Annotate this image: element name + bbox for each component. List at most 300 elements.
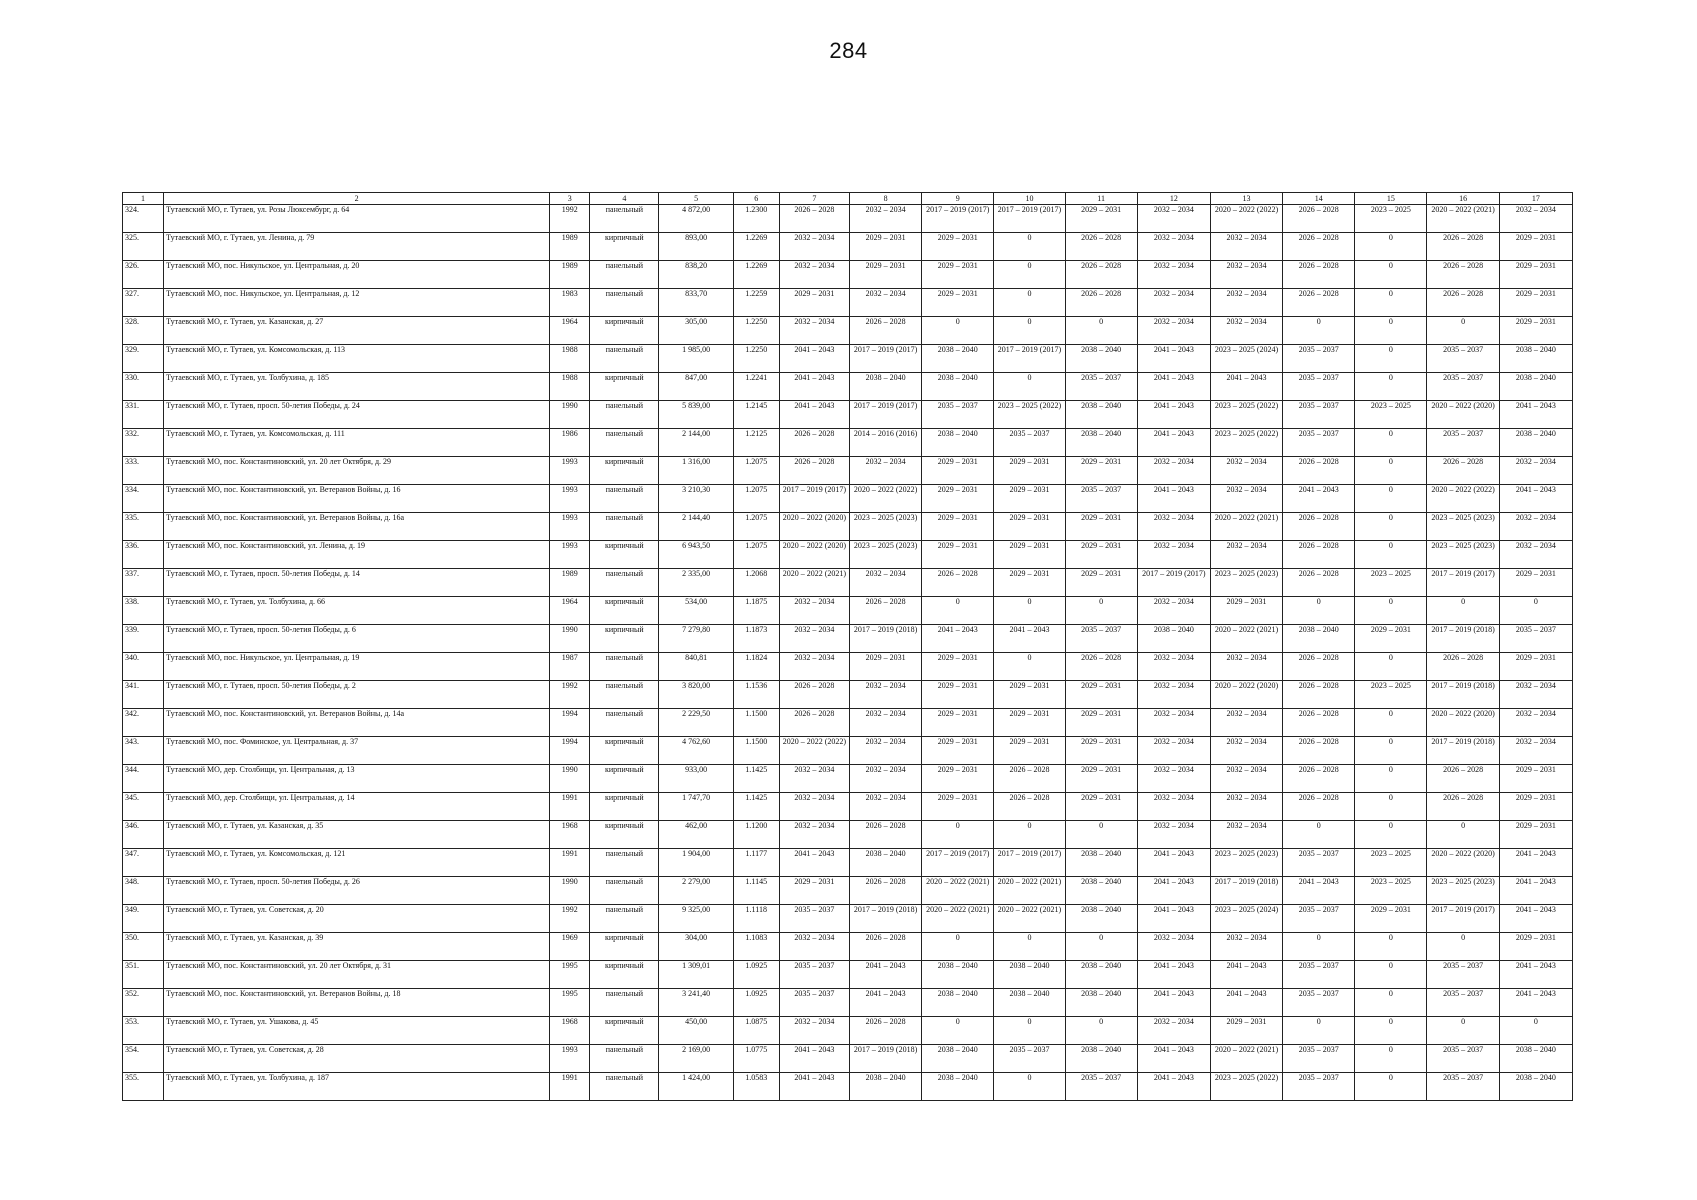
table-cell: 2017 – 2019 (2018) bbox=[849, 625, 921, 653]
table-cell: 1 985,00 bbox=[659, 345, 733, 373]
table-cell: 2029 – 2031 bbox=[922, 765, 994, 793]
table-cell: 0 bbox=[1065, 317, 1137, 345]
table-cell: 3 210,30 bbox=[659, 485, 733, 513]
table-cell: 2020 – 2022 (2021) bbox=[922, 877, 994, 905]
table-row bbox=[123, 737, 1573, 765]
table-cell: 2026 – 2028 bbox=[994, 793, 1065, 821]
table-cell: 2032 – 2034 bbox=[1499, 737, 1572, 765]
table-cell: 2029 – 2031 bbox=[1499, 317, 1572, 345]
table-cell: 2038 – 2040 bbox=[1499, 429, 1572, 457]
table-cell: 0 bbox=[1355, 513, 1427, 541]
table-cell: 0 bbox=[994, 653, 1065, 681]
table-cell: 1.1425 bbox=[733, 793, 779, 821]
table-cell: 0 bbox=[1283, 317, 1355, 345]
table-cell: 2038 – 2040 bbox=[994, 961, 1065, 989]
table-cell: 2029 – 2031 bbox=[922, 681, 994, 709]
address-cell: Тутаевский МО, пос. Никульское, ул. Центральная, д. 19 bbox=[164, 653, 550, 681]
table-cell: 2041 – 2043 bbox=[1499, 849, 1572, 877]
table-cell: 2041 – 2043 bbox=[1137, 1045, 1210, 1073]
row-number-cell: 341. bbox=[123, 681, 164, 709]
table-cell: 2035 – 2037 bbox=[1283, 429, 1355, 457]
column-header: 11 bbox=[1065, 193, 1137, 205]
table-cell: 2023 – 2025 (2022) bbox=[1210, 401, 1282, 429]
table-cell: 1991 bbox=[550, 793, 590, 821]
table-cell: 0 bbox=[1355, 233, 1427, 261]
table-cell: 2035 – 2037 bbox=[1283, 905, 1355, 933]
row-number-cell: 343. bbox=[123, 737, 164, 765]
table-cell: 2020 – 2022 (2020) bbox=[779, 541, 849, 569]
table-cell: 2038 – 2040 bbox=[922, 1045, 994, 1073]
table-cell: 1.1500 bbox=[733, 709, 779, 737]
table-cell: 2032 – 2034 bbox=[1210, 457, 1282, 485]
table-cell: 1.2075 bbox=[733, 513, 779, 541]
table-cell: 0 bbox=[1355, 961, 1427, 989]
table-cell: 2038 – 2040 bbox=[1065, 849, 1137, 877]
table-cell: 2029 – 2031 bbox=[1065, 541, 1137, 569]
table-cell: 1987 bbox=[550, 653, 590, 681]
table-cell: 462,00 bbox=[659, 821, 733, 849]
address-cell: Тутаевский МО, дер. Столбищи, ул. Центральная, д. 13 bbox=[164, 765, 550, 793]
table-cell: 2038 – 2040 bbox=[1065, 429, 1137, 457]
table-cell: кирпичный bbox=[590, 737, 659, 765]
table-cell: 2026 – 2028 bbox=[1283, 653, 1355, 681]
table-row bbox=[123, 261, 1573, 289]
table-cell: панельный bbox=[590, 569, 659, 597]
table-cell: 0 bbox=[1427, 933, 1499, 961]
table-cell: 2029 – 2031 bbox=[922, 457, 994, 485]
table-cell: 2032 – 2034 bbox=[1499, 457, 1572, 485]
table-cell: 0 bbox=[1427, 597, 1499, 625]
table-cell: 2 169,00 bbox=[659, 1045, 733, 1073]
table-cell: 2029 – 2031 bbox=[1499, 933, 1572, 961]
table-cell: 1.2125 bbox=[733, 429, 779, 457]
row-number-cell: 348. bbox=[123, 877, 164, 905]
table-cell: 2026 – 2028 bbox=[1427, 457, 1499, 485]
table-cell: 2041 – 2043 bbox=[1499, 401, 1572, 429]
table-cell: 2020 – 2022 (2022) bbox=[779, 737, 849, 765]
table-cell: 2032 – 2034 bbox=[1137, 737, 1210, 765]
table-cell: 0 bbox=[1355, 429, 1427, 457]
table-cell: 0 bbox=[1355, 821, 1427, 849]
table-cell: 2032 – 2034 bbox=[849, 681, 921, 709]
table-cell: 2029 – 2031 bbox=[1210, 597, 1282, 625]
column-header: 14 bbox=[1283, 193, 1355, 205]
table-cell: 2 144,40 bbox=[659, 513, 733, 541]
table-row bbox=[123, 1017, 1573, 1045]
table-cell: 2032 – 2034 bbox=[1137, 681, 1210, 709]
table-cell: 2035 – 2037 bbox=[994, 429, 1065, 457]
table-cell: 1964 bbox=[550, 317, 590, 345]
table-cell: 2023 – 2025 (2023) bbox=[1427, 877, 1499, 905]
table-cell: 1.0875 bbox=[733, 1017, 779, 1045]
table-cell: 2041 – 2043 bbox=[1137, 961, 1210, 989]
table-cell: 0 bbox=[1355, 597, 1427, 625]
address-cell: Тутаевский МО, г. Тутаев, ул. Ушакова, д. 45 bbox=[164, 1017, 550, 1045]
table-cell: 0 bbox=[1355, 1045, 1427, 1073]
table-cell: 2026 – 2028 bbox=[1427, 289, 1499, 317]
table-cell: 2020 – 2022 (2022) bbox=[1210, 205, 1282, 233]
table-cell: 2029 – 2031 bbox=[1499, 261, 1572, 289]
table-cell: 2035 – 2037 bbox=[994, 1045, 1065, 1073]
row-number-cell: 340. bbox=[123, 653, 164, 681]
table-cell: 2032 – 2034 bbox=[1210, 541, 1282, 569]
table-cell: 2029 – 2031 bbox=[994, 457, 1065, 485]
table-cell: 2017 – 2019 (2017) bbox=[1427, 905, 1499, 933]
table-cell: панельный bbox=[590, 905, 659, 933]
row-number-cell: 332. bbox=[123, 429, 164, 457]
table-cell: 0 bbox=[1355, 541, 1427, 569]
table-cell: 2029 – 2031 bbox=[779, 877, 849, 905]
table-row bbox=[123, 541, 1573, 569]
table-cell: 2029 – 2031 bbox=[922, 233, 994, 261]
table-cell: кирпичный bbox=[590, 961, 659, 989]
table-cell: 2029 – 2031 bbox=[922, 513, 994, 541]
table-cell: 2032 – 2034 bbox=[1137, 457, 1210, 485]
table-cell: 2026 – 2028 bbox=[1427, 765, 1499, 793]
table-cell: 2038 – 2040 bbox=[922, 373, 994, 401]
table-cell: 2041 – 2043 bbox=[1137, 989, 1210, 1017]
table-cell: 2026 – 2028 bbox=[1283, 289, 1355, 317]
table-cell: 2032 – 2034 bbox=[849, 793, 921, 821]
table-cell: 0 bbox=[1065, 597, 1137, 625]
table-cell: 1969 bbox=[550, 933, 590, 961]
table-cell: 2023 – 2025 (2023) bbox=[1210, 849, 1282, 877]
table-row bbox=[123, 877, 1573, 905]
table-row bbox=[123, 457, 1573, 485]
table-cell: 0 bbox=[1427, 317, 1499, 345]
table-cell: панельный bbox=[590, 989, 659, 1017]
row-number-cell: 349. bbox=[123, 905, 164, 933]
table-cell: 2029 – 2031 bbox=[849, 653, 921, 681]
address-cell: Тутаевский МО, пос. Константиновский, ул. 20 лет Октября, д. 31 bbox=[164, 961, 550, 989]
table-cell: 0 bbox=[1355, 373, 1427, 401]
table-cell: 4 872,00 bbox=[659, 205, 733, 233]
table-cell: панельный bbox=[590, 653, 659, 681]
table-cell: 1989 bbox=[550, 569, 590, 597]
row-number-cell: 338. bbox=[123, 597, 164, 625]
table-cell: 1988 bbox=[550, 373, 590, 401]
table-cell: 1.1083 bbox=[733, 933, 779, 961]
table-cell: 2029 – 2031 bbox=[922, 261, 994, 289]
table-cell: 1990 bbox=[550, 877, 590, 905]
row-number-cell: 328. bbox=[123, 317, 164, 345]
table-cell: 1986 bbox=[550, 429, 590, 457]
table-cell: 1.2145 bbox=[733, 401, 779, 429]
table-cell: 2032 – 2034 bbox=[1137, 597, 1210, 625]
table-cell: 0 bbox=[1355, 289, 1427, 317]
table-cell: 2026 – 2028 bbox=[779, 709, 849, 737]
table-cell: 2032 – 2034 bbox=[1499, 513, 1572, 541]
table-cell: 0 bbox=[994, 233, 1065, 261]
table-cell: 2029 – 2031 bbox=[922, 289, 994, 317]
table-cell: кирпичный bbox=[590, 373, 659, 401]
table-cell: 1.1824 bbox=[733, 653, 779, 681]
table-cell: 0 bbox=[1065, 933, 1137, 961]
table-cell: 2029 – 2031 bbox=[994, 709, 1065, 737]
table-cell: 2032 – 2034 bbox=[1137, 541, 1210, 569]
table-cell: 7 279,80 bbox=[659, 625, 733, 653]
table-cell: 2041 – 2043 bbox=[1210, 989, 1282, 1017]
table-row bbox=[123, 513, 1573, 541]
table-cell: 2035 – 2037 bbox=[1427, 345, 1499, 373]
table-cell: 1994 bbox=[550, 709, 590, 737]
table-cell: 2032 – 2034 bbox=[1210, 289, 1282, 317]
table-cell: 2017 – 2019 (2018) bbox=[849, 905, 921, 933]
table-cell: панельный bbox=[590, 513, 659, 541]
table-cell: 2029 – 2031 bbox=[922, 485, 994, 513]
table-cell: 0 bbox=[1355, 737, 1427, 765]
table-cell: 2032 – 2034 bbox=[779, 597, 849, 625]
table-cell: 2026 – 2028 bbox=[1283, 205, 1355, 233]
table-cell: 2035 – 2037 bbox=[1427, 989, 1499, 1017]
row-number-cell: 351. bbox=[123, 961, 164, 989]
table-cell: 2035 – 2037 bbox=[1283, 849, 1355, 877]
table-cell: 2032 – 2034 bbox=[1210, 709, 1282, 737]
table-cell: 2017 – 2019 (2017) bbox=[994, 849, 1065, 877]
table-cell: 2032 – 2034 bbox=[1499, 681, 1572, 709]
table-cell: 1993 bbox=[550, 513, 590, 541]
table-cell: 304,00 bbox=[659, 933, 733, 961]
table-cell: 2020 – 2022 (2020) bbox=[1210, 681, 1282, 709]
table-cell: 1.0925 bbox=[733, 989, 779, 1017]
table-cell: 2032 – 2034 bbox=[1137, 233, 1210, 261]
table-cell: 2032 – 2034 bbox=[1210, 317, 1282, 345]
column-header: 13 bbox=[1210, 193, 1282, 205]
table-cell: 2041 – 2043 bbox=[1499, 989, 1572, 1017]
table-cell: 0 bbox=[1427, 1017, 1499, 1045]
table-cell: 0 bbox=[994, 1017, 1065, 1045]
address-cell: Тутаевский МО, г. Тутаев, ул. Комсомольская, д. 111 bbox=[164, 429, 550, 457]
table-cell: 2038 – 2040 bbox=[1065, 877, 1137, 905]
table-cell: 0 bbox=[922, 317, 994, 345]
table-row bbox=[123, 989, 1573, 1017]
row-number-cell: 352. bbox=[123, 989, 164, 1017]
table-cell: 2020 – 2022 (2022) bbox=[1427, 485, 1499, 513]
table-cell: 2035 – 2037 bbox=[1283, 401, 1355, 429]
table-cell: 2020 – 2022 (2021) bbox=[994, 877, 1065, 905]
table-row bbox=[123, 205, 1573, 233]
table-cell: 1.1177 bbox=[733, 849, 779, 877]
table-cell: 2041 – 2043 bbox=[779, 849, 849, 877]
table-cell: 2023 – 2025 (2023) bbox=[1427, 513, 1499, 541]
table-cell: 2041 – 2043 bbox=[1210, 961, 1282, 989]
table-cell: 1.2075 bbox=[733, 485, 779, 513]
table-cell: 2035 – 2037 bbox=[1283, 345, 1355, 373]
table-cell: 2032 – 2034 bbox=[1499, 205, 1572, 233]
table-cell: 2032 – 2034 bbox=[1210, 765, 1282, 793]
table-cell: 0 bbox=[922, 933, 994, 961]
table-row bbox=[123, 681, 1573, 709]
table-cell: 2029 – 2031 bbox=[1210, 1017, 1282, 1045]
table-cell: 2032 – 2034 bbox=[1137, 765, 1210, 793]
table-cell: 1.2250 bbox=[733, 345, 779, 373]
row-number-cell: 335. bbox=[123, 513, 164, 541]
table-cell: 2020 – 2022 (2020) bbox=[779, 513, 849, 541]
table-cell: 2032 – 2034 bbox=[1137, 1017, 1210, 1045]
table-cell: 1 904,00 bbox=[659, 849, 733, 877]
table-cell: 2038 – 2040 bbox=[922, 961, 994, 989]
table-cell: 2041 – 2043 bbox=[1283, 485, 1355, 513]
table-cell: 2029 – 2031 bbox=[922, 541, 994, 569]
table-row bbox=[123, 289, 1573, 317]
table-cell: 2023 – 2025 bbox=[1355, 401, 1427, 429]
table-cell: 2 335,00 bbox=[659, 569, 733, 597]
table-cell: 2020 – 2022 (2020) bbox=[1427, 849, 1499, 877]
row-number-cell: 355. bbox=[123, 1073, 164, 1101]
row-number-cell: 325. bbox=[123, 233, 164, 261]
table-cell: 2032 – 2034 bbox=[1137, 289, 1210, 317]
table-cell: 1.1118 bbox=[733, 905, 779, 933]
address-cell: Тутаевский МО, г. Тутаев, ул. Советская, д. 28 bbox=[164, 1045, 550, 1073]
table-cell: 933,00 bbox=[659, 765, 733, 793]
table-cell: 847,00 bbox=[659, 373, 733, 401]
address-cell: Тутаевский МО, г. Тутаев, ул. Советская, д. 20 bbox=[164, 905, 550, 933]
table-cell: кирпичный bbox=[590, 793, 659, 821]
table-cell: 1.2068 bbox=[733, 569, 779, 597]
address-cell: Тутаевский МО, пос. Фоминское, ул. Центральная, д. 37 bbox=[164, 737, 550, 765]
row-number-cell: 331. bbox=[123, 401, 164, 429]
address-cell: Тутаевский МО, пос. Никульское, ул. Центральная, д. 12 bbox=[164, 289, 550, 317]
table-cell: 0 bbox=[1355, 345, 1427, 373]
table-row bbox=[123, 597, 1573, 625]
table-cell: 2035 – 2037 bbox=[1283, 1073, 1355, 1101]
table-cell: панельный bbox=[590, 709, 659, 737]
table-cell: 2017 – 2019 (2017) bbox=[922, 849, 994, 877]
table-cell: 1 309,01 bbox=[659, 961, 733, 989]
table-cell: 2020 – 2022 (2021) bbox=[922, 905, 994, 933]
row-number-cell: 324. bbox=[123, 205, 164, 233]
table-cell: 0 bbox=[1427, 821, 1499, 849]
column-header: 4 bbox=[590, 193, 659, 205]
table-cell: кирпичный bbox=[590, 1017, 659, 1045]
row-number-cell: 353. bbox=[123, 1017, 164, 1045]
table-cell: 2032 – 2034 bbox=[849, 569, 921, 597]
table-cell: 2041 – 2043 bbox=[1137, 429, 1210, 457]
table-row bbox=[123, 569, 1573, 597]
table-cell: 2026 – 2028 bbox=[849, 317, 921, 345]
table-cell: 2032 – 2034 bbox=[779, 793, 849, 821]
table-cell: панельный bbox=[590, 485, 659, 513]
table-cell: 2029 – 2031 bbox=[994, 485, 1065, 513]
table-cell: 2023 – 2025 (2023) bbox=[1427, 541, 1499, 569]
table-cell: кирпичный bbox=[590, 457, 659, 485]
table-cell: 2029 – 2031 bbox=[1065, 457, 1137, 485]
table-cell: 2032 – 2034 bbox=[779, 233, 849, 261]
table-cell: 2 279,00 bbox=[659, 877, 733, 905]
table-cell: 2029 – 2031 bbox=[994, 737, 1065, 765]
table-row bbox=[123, 961, 1573, 989]
table-cell: 2 144,00 bbox=[659, 429, 733, 457]
table-cell: 1.1200 bbox=[733, 821, 779, 849]
address-cell: Тутаевский МО, пос. Константиновский, ул. Ветеранов Войны, д. 16а bbox=[164, 513, 550, 541]
table-cell: 2032 – 2034 bbox=[849, 289, 921, 317]
table-cell: 2029 – 2031 bbox=[1499, 569, 1572, 597]
table-cell: 2038 – 2040 bbox=[922, 1073, 994, 1101]
table-cell: 1 747,70 bbox=[659, 793, 733, 821]
table-cell: 2041 – 2043 bbox=[922, 625, 994, 653]
table-cell: 2035 – 2037 bbox=[1283, 989, 1355, 1017]
table-cell: 2041 – 2043 bbox=[1137, 905, 1210, 933]
table-cell: 0 bbox=[1355, 1073, 1427, 1101]
table-cell: 0 bbox=[1355, 653, 1427, 681]
table-cell: 2032 – 2034 bbox=[779, 765, 849, 793]
table-cell: 2038 – 2040 bbox=[1283, 625, 1355, 653]
column-header: 2 bbox=[164, 193, 550, 205]
table-cell: 2029 – 2031 bbox=[1499, 793, 1572, 821]
address-cell: Тутаевский МО, г. Тутаев, просп. 50-летия Победы, д. 2 bbox=[164, 681, 550, 709]
table-cell: 1.2269 bbox=[733, 261, 779, 289]
table-cell: 2026 – 2028 bbox=[1283, 233, 1355, 261]
table-cell: 1993 bbox=[550, 457, 590, 485]
table-cell: 2041 – 2043 bbox=[1137, 345, 1210, 373]
table-cell: 2029 – 2031 bbox=[1499, 233, 1572, 261]
column-header: 7 bbox=[779, 193, 849, 205]
column-header: 8 bbox=[849, 193, 921, 205]
table-cell: 2041 – 2043 bbox=[1137, 849, 1210, 877]
table-cell: панельный bbox=[590, 289, 659, 317]
table-cell: 833,70 bbox=[659, 289, 733, 317]
table-cell: 1994 bbox=[550, 737, 590, 765]
table-cell: 2029 – 2031 bbox=[849, 261, 921, 289]
address-cell: Тутаевский МО, г. Тутаев, ул. Комсомольская, д. 113 bbox=[164, 345, 550, 373]
table-cell: 2026 – 2028 bbox=[1065, 233, 1137, 261]
table-cell: 2032 – 2034 bbox=[779, 653, 849, 681]
table-cell: 1.0775 bbox=[733, 1045, 779, 1073]
table-cell: 2026 – 2028 bbox=[1283, 541, 1355, 569]
table-row bbox=[123, 653, 1573, 681]
table-cell: 0 bbox=[1355, 709, 1427, 737]
table-cell: 2032 – 2034 bbox=[1137, 653, 1210, 681]
column-header: 15 bbox=[1355, 193, 1427, 205]
table-cell: панельный bbox=[590, 261, 659, 289]
table-cell: 2029 – 2031 bbox=[1065, 737, 1137, 765]
table-cell: 0 bbox=[1283, 597, 1355, 625]
address-cell: Тутаевский МО, г. Тутаев, ул. Толбухина, д. 185 bbox=[164, 373, 550, 401]
table-row bbox=[123, 905, 1573, 933]
table-cell: 0 bbox=[1355, 765, 1427, 793]
table-cell: 2032 – 2034 bbox=[1137, 793, 1210, 821]
table-cell: 0 bbox=[1065, 1017, 1137, 1045]
table-cell: 2032 – 2034 bbox=[1137, 317, 1210, 345]
register-table bbox=[122, 192, 1573, 1101]
table-cell: 2023 – 2025 (2022) bbox=[1210, 429, 1282, 457]
table-cell: 2035 – 2037 bbox=[1427, 961, 1499, 989]
table-cell: 0 bbox=[1283, 821, 1355, 849]
table-cell: 2038 – 2040 bbox=[1065, 905, 1137, 933]
table-cell: 2041 – 2043 bbox=[1210, 373, 1282, 401]
table-cell: 1968 bbox=[550, 821, 590, 849]
table-cell: 1.2259 bbox=[733, 289, 779, 317]
table-cell: 2041 – 2043 bbox=[779, 345, 849, 373]
table-cell: 2026 – 2028 bbox=[1065, 653, 1137, 681]
table-cell: 2029 – 2031 bbox=[849, 233, 921, 261]
address-cell: Тутаевский МО, г. Тутаев, ул. Казанская, д. 27 bbox=[164, 317, 550, 345]
table-cell: 2038 – 2040 bbox=[1065, 401, 1137, 429]
table-cell: 2038 – 2040 bbox=[922, 429, 994, 457]
column-header: 17 bbox=[1499, 193, 1572, 205]
table-cell: 2029 – 2031 bbox=[1065, 709, 1137, 737]
table-cell: 2032 – 2034 bbox=[779, 933, 849, 961]
address-cell: Тутаевский МО, г. Тутаев, ул. Казанская, д. 35 bbox=[164, 821, 550, 849]
address-cell: Тутаевский МО, г. Тутаев, ул. Комсомольская, д. 121 bbox=[164, 849, 550, 877]
address-cell: Тутаевский МО, пос. Константиновский, ул. 20 лет Октября, д. 29 bbox=[164, 457, 550, 485]
row-number-cell: 350. bbox=[123, 933, 164, 961]
table-cell: 0 bbox=[1355, 457, 1427, 485]
table-cell: 2035 – 2037 bbox=[1065, 1073, 1137, 1101]
table-cell: 1993 bbox=[550, 1045, 590, 1073]
table-cell: 2023 – 2025 (2024) bbox=[1210, 905, 1282, 933]
table-cell: 534,00 bbox=[659, 597, 733, 625]
